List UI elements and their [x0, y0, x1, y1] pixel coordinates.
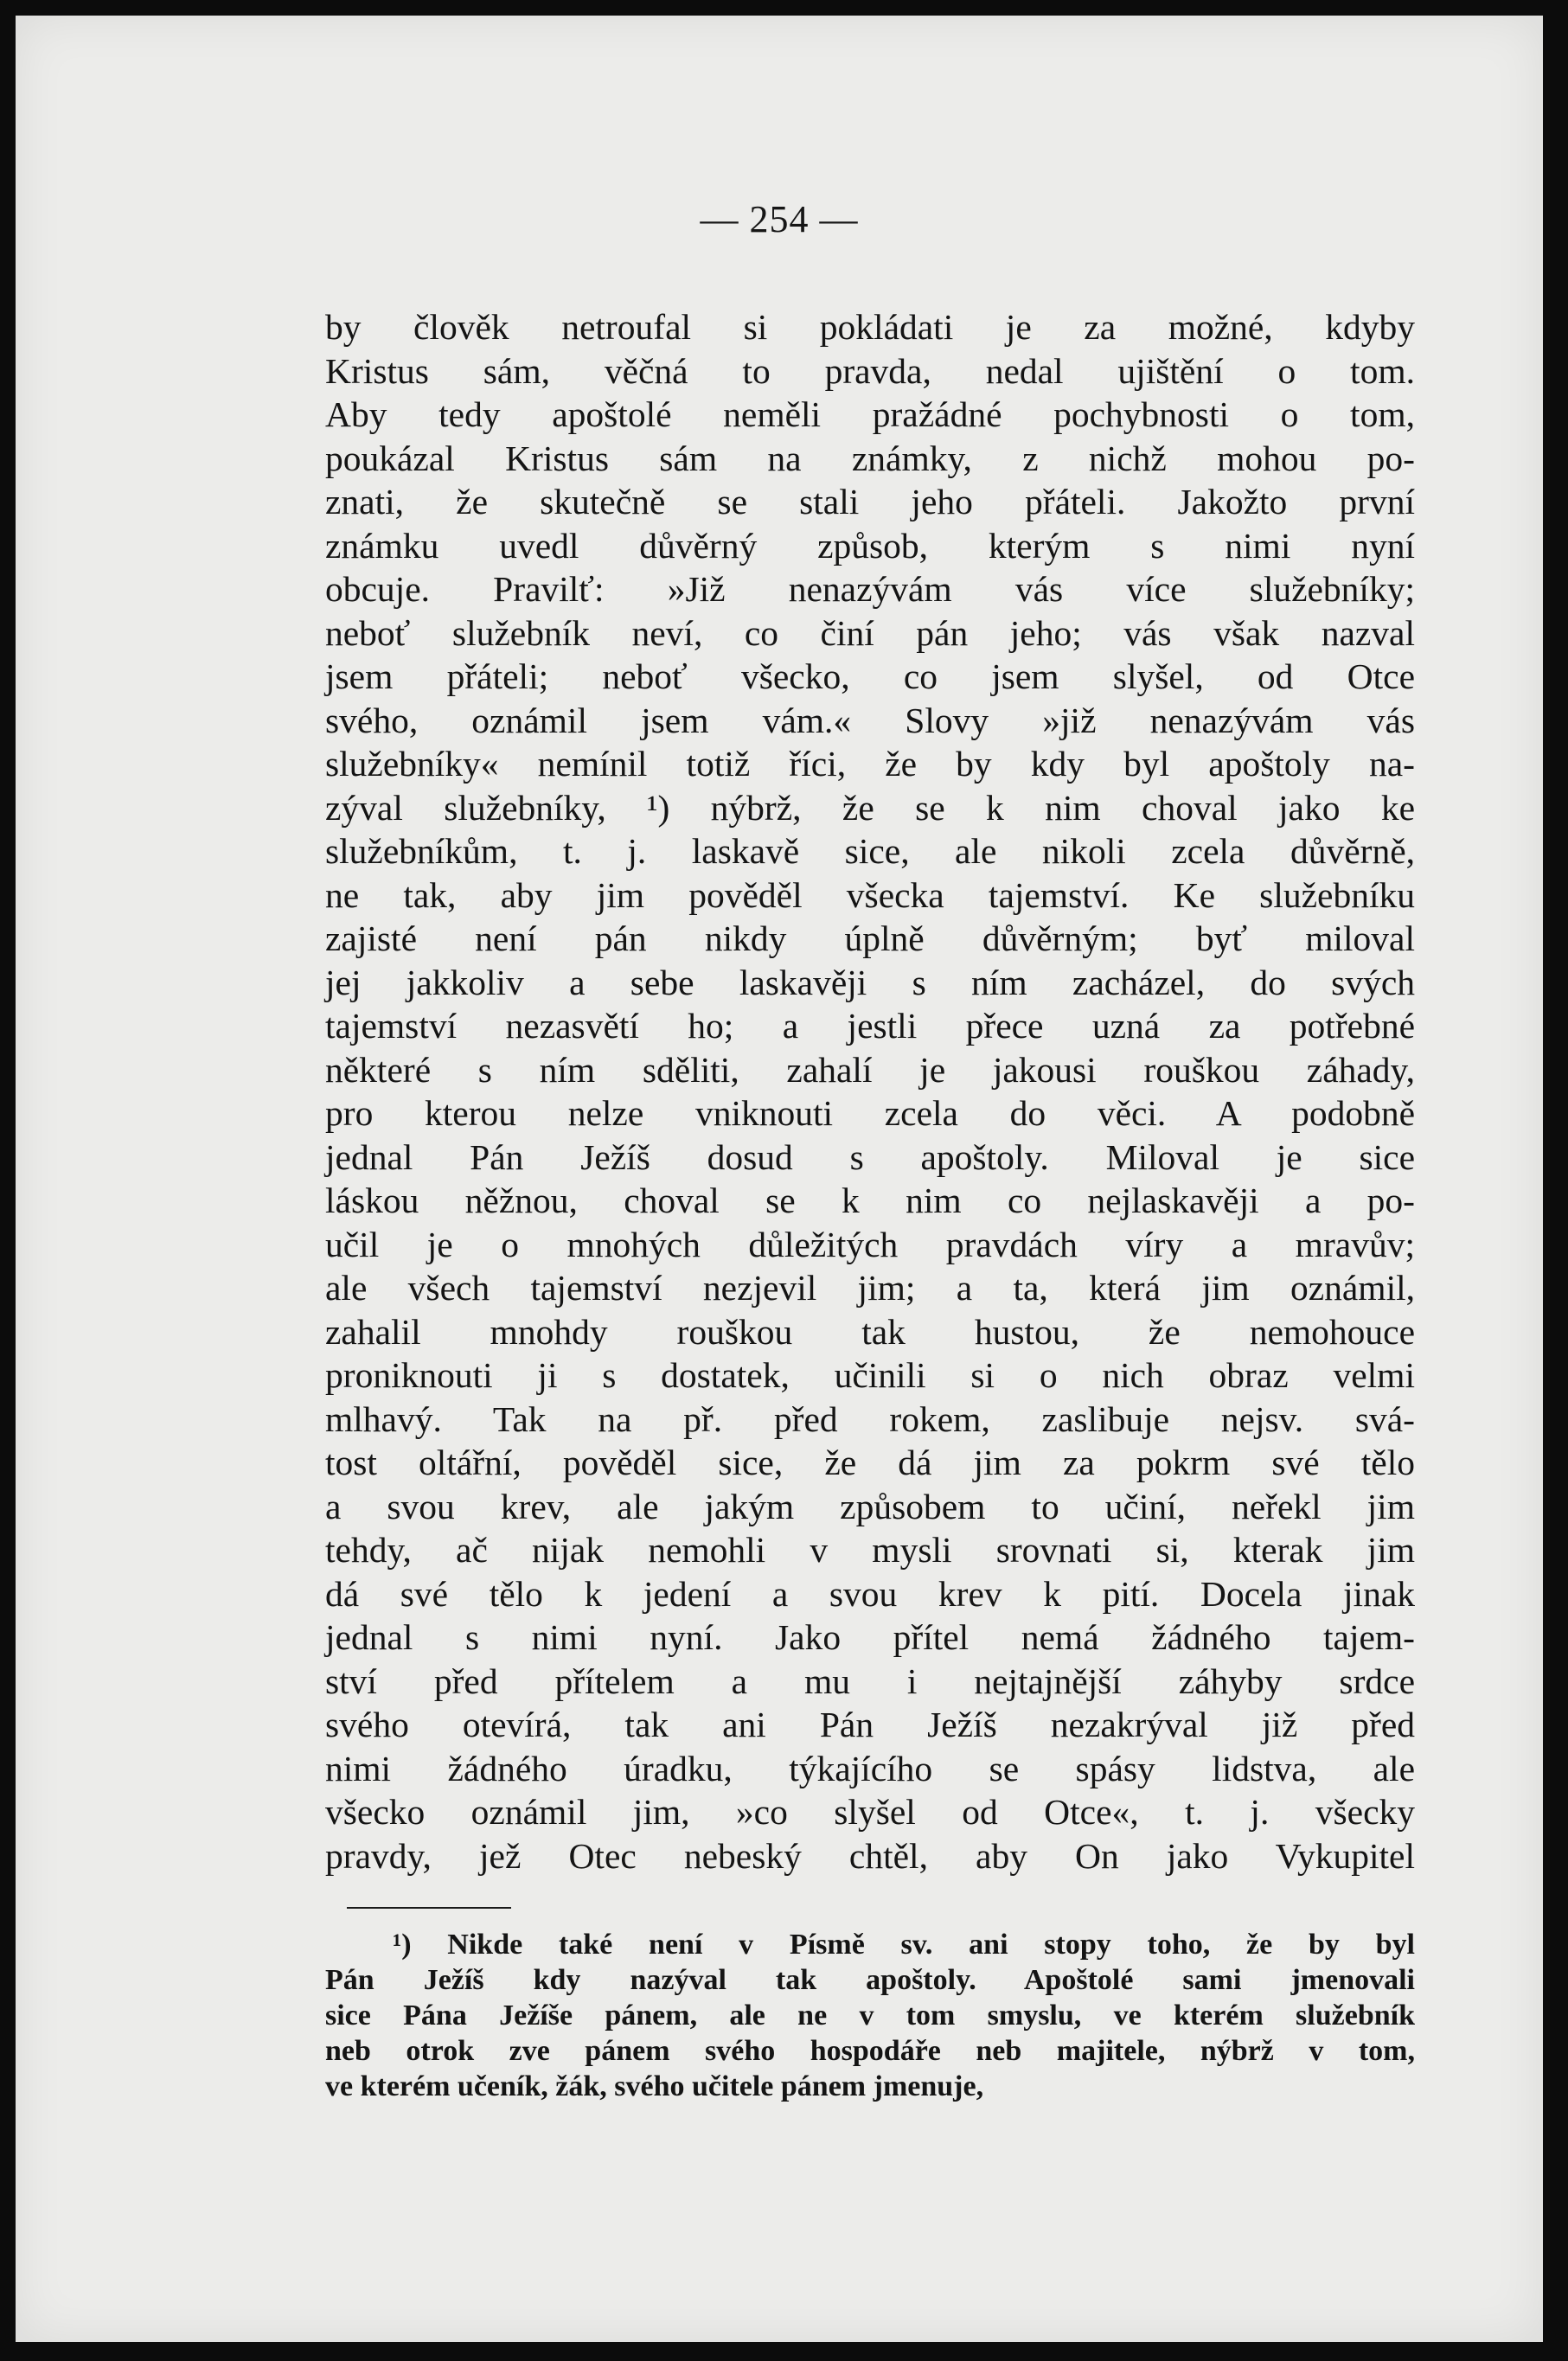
body-line: ne tak, aby jim pověděl všecka tajemství. Ke služebníku: [325, 874, 1415, 915]
footnote-line: sice Pána Ježíše pánem, ale ne v tom smyslu, ve kterém služebník: [325, 1999, 1415, 2031]
body-line: dá své tělo k jedení a svou krev k pití. Docela jinak: [325, 1573, 1415, 1614]
body-line: svého, oznámil jsem vám.« Slovy »již nenazývám vás: [325, 700, 1415, 740]
footnote: [325, 1927, 1415, 2104]
body-line: služebníkům, t. j. laskavě sice, ale nikoli zcela důvěrně,: [325, 831, 1415, 871]
body-line: některé s ním sděliti, zahalí je jakousi rouškou záhady,: [325, 1049, 1415, 1090]
body-line: jsem přáteli; neboť všecko, co jsem slyšel, od Otce: [325, 656, 1415, 696]
body-line: poukázal Kristus sám na známky, z nichž mohou po-: [325, 438, 1415, 478]
body-line: jednal s nimi nyní. Jako přítel nemá žádného tajem-: [325, 1617, 1415, 1657]
body-line: láskou něžnou, choval se k nim co nejlaskavěji a po-: [325, 1180, 1415, 1220]
body-line: tajemství nezasvětí ho; a jestli přece uzná za potřebné: [325, 1006, 1415, 1046]
page-number: — 254 —: [700, 198, 859, 240]
body-line: tehdy, ač nijak nemohli v mysli srovnati si, kterak jim: [325, 1530, 1415, 1570]
body-line: nimi žádného úradku, týkajícího se spásy lidstva, ale: [325, 1748, 1415, 1788]
body-line: známku uvedl důvěrný způsob, kterým s nimi nyní: [325, 525, 1415, 566]
body-line: ale všech tajemství nezjevil jim; a ta, která jim oznámil,: [325, 1268, 1415, 1308]
footnote-line: ¹) Nikde také není v Písmě sv. ani stopy toho, že by byl: [393, 1929, 1415, 1961]
footnote-line: neb otrok zve pánem svého hospodáře neb majitele, nýbrž v tom,: [325, 2035, 1415, 2067]
body-line: ství před přítelem a mu i nejtajnější záhyby srdce: [325, 1660, 1415, 1701]
footnote-line: Pán Ježíš kdy nazýval tak apoštoly. Apoštolé sami jmenovali: [325, 1964, 1415, 1996]
footnote-line: ve kterém učeník, žák, svého učitele pánem jmenuje,: [325, 2070, 984, 2102]
body-line: proniknouti ji s dostatek, učinili si o nich obraz velmi: [325, 1355, 1415, 1395]
body-line: zajisté není pán nikdy úplně důvěrným; byť miloval: [325, 918, 1415, 958]
body-line: znati, že skutečně se stali jeho přáteli. Jakožto první: [325, 482, 1415, 521]
body-line: jednal Pán Ježíš dosud s apoštoly. Miloval je sice: [325, 1136, 1415, 1177]
body-line: mlhavý. Tak na př. před rokem, zaslibuje nejsv. svá-: [325, 1398, 1415, 1439]
book-page: [16, 16, 1543, 2342]
body-line: zahalil mnohdy rouškou tak hustou, že nemohouce: [325, 1311, 1415, 1352]
body-line: Aby tedy apoštolé neměli pražádné pochybnosti o tom,: [325, 394, 1415, 434]
body-line: neboť služebník neví, co činí pán jeho; vás však nazval: [325, 612, 1415, 653]
body-line: pravdy, jež Otec nebeský chtěl, aby On jako Vykupitel: [325, 1835, 1415, 1876]
body-line-with-footnote-ref: zýval služebníky, ¹) nýbrž, že se k nim choval jako ke: [325, 787, 1415, 828]
body-line: služebníky« nemínil totiž říci, že by kdy byl apoštoly na-: [325, 744, 1415, 784]
body-line: obcuje. Pravilť: »Již nenazývám vás více služebníky;: [325, 569, 1415, 609]
body-text: [325, 305, 1415, 1878]
body-line: tost oltářní, pověděl sice, že dá jim za pokrm své tělo: [325, 1443, 1415, 1482]
body-line: by člověk netroufal si pokládati je za možné, kdyby: [325, 307, 1415, 347]
body-line: učil je o mnohých důležitých pravdách víry a mravův;: [325, 1224, 1415, 1264]
body-line: svého otevírá, tak ani Pán Ježíš nezakrýval již před: [325, 1705, 1415, 1744]
body-line: Kristus sám, věčná to pravda, nedal ujištění o tom.: [325, 350, 1415, 391]
body-line: jej jakkoliv a sebe laskavěji s ním zacházel, do svých: [325, 962, 1415, 1002]
body-line: pro kterou nelze vniknouti zcela do věci. A podobně: [325, 1093, 1415, 1133]
body-line: všecko oznámil jim, »co slyšel od Otce«, t. j. všecky: [325, 1792, 1415, 1832]
footnote-divider: [347, 1907, 511, 1909]
body-line: a svou krev, ale jakým způsobem to učiní, neřekl jim: [325, 1486, 1415, 1526]
